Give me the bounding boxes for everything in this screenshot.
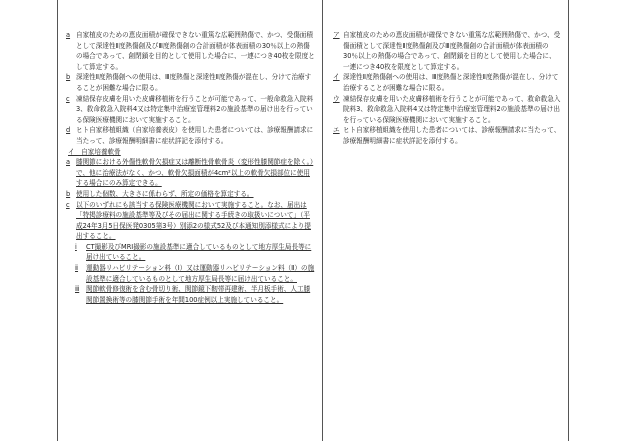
item-marker: b	[66, 73, 71, 82]
item-text: 関節軟骨修復術を含む骨切り術、関節鏡下靭帯再建術、半月板手術、人工膝関節置換術等の膝関節手術を年間100症例以上実施していること。	[86, 285, 311, 304]
item-c	[66, 94, 316, 126]
item-marker: b	[66, 189, 71, 198]
sub-item-c	[66, 200, 316, 242]
item-text: CT撮影及びMRI撮影の施設基準に適合しているものとして地方厚生局長等に届け出ていること。	[86, 242, 312, 262]
item-b	[66, 72, 316, 93]
item-marker: c	[66, 200, 70, 209]
item-marker: d	[66, 126, 71, 135]
current-column	[323, 0, 569, 441]
item-a	[333, 30, 562, 72]
sub-item-b	[66, 189, 316, 200]
item-b	[333, 72, 562, 93]
item-a	[66, 30, 316, 72]
item-d	[333, 125, 562, 146]
item-text: ヒト自家移植組織（自家培養表皮）を使用した患者については、診療報酬請求に当たって、診療報酬明細書に症状詳記を添付する。	[76, 126, 314, 145]
item-text: 使用した個数、大きさに係わらず、所定の価格を算定する。	[76, 189, 254, 198]
item-marker: a	[66, 158, 71, 167]
revised-column	[57, 0, 323, 441]
sub-item-ii	[66, 263, 316, 284]
item-text: 以下のいずれにも該当する保険医療機関において実施すること。なお、届出は「特掲診療料の施設基準等及びその届出に関する手続きの取扱いについて」（平成24年3月5日保医発0305第3号）別添2の様式52及び本通知別添様式により提出すること。	[76, 200, 311, 241]
item-text: 深達性Ⅱ度熱傷創への使用は、Ⅲ度熱傷と深達性Ⅱ度熱傷が混在し、分けて治療することが困難な場合に限る。	[76, 73, 312, 92]
item-marker: ア	[333, 31, 340, 39]
item-text: 凍結保存皮膚を用いた皮膚移植術を行うことが可能であって、一般命救急入院料3、救命救急入院料4又は特定集中治療室管理料2の施設基準の届け出を行っている保険医療機関において実施すること。	[76, 94, 314, 124]
item-c	[333, 94, 562, 126]
sub-item-a	[66, 157, 316, 189]
item-text: 深達性Ⅱ度熱傷創への使用は、Ⅲ度熱傷と深達性Ⅱ度熱傷が混在し、分けて治療することが困難な場合に限る。	[343, 73, 559, 92]
section-heading: イ 自家培養軟骨	[68, 147, 121, 156]
item-marker: ウ	[333, 94, 340, 103]
item-marker: エ	[333, 126, 340, 135]
item-marker: c	[66, 94, 70, 103]
item-marker: ⅱ	[75, 264, 79, 273]
item-d	[66, 125, 316, 146]
item-text: 運動器リハビリテーション料（Ⅰ）又は運動器リハビリテーション料（Ⅱ）の施設基準に適合しているものとして地方厚生局長等に届け出ていること。	[86, 264, 315, 283]
item-text: ヒト自家移植組織を使用した患者については、診療報酬請求に当たって、診療報酬明細書に症状詳記を添付する。	[343, 126, 561, 145]
sub-item-i	[66, 242, 316, 263]
item-text: 凍結保存皮膚を用いた皮膚移植術を行うことが可能であって、救命救急入院料3、救命救急入院料4又は特定集中治療室管理料2の施設基準の届け出を行っている保険医療機関において実施すること。	[343, 94, 561, 124]
item-text: 自家植皮のための恵皮面積が確保できない重篤な広範囲熱傷で、かつ、受傷面積として深達性Ⅱ度熱傷創及びⅢ度熱傷創の合計面積が体表面積の30％以上の熱傷の場合であって、創閉鎖を目的として使用した場合に、一連につき40枚を限度として算定する。	[343, 31, 561, 71]
item-marker: イ	[333, 73, 340, 82]
item-marker: ⅲ	[75, 285, 80, 294]
item-marker: a	[66, 31, 71, 39]
item-marker: ⅰ	[75, 242, 77, 251]
item-text: 自家植皮のための恵皮面積が確保できない重篤な広範囲熱傷で、かつ、受傷面積として深達性Ⅱ度熱傷創及びⅢ度熱傷創の合計面積が体表面積の30％以上の熱傷の場合であって、創閉鎖を目的として使用した場合に、一連につき40枚を限度として算定する。	[76, 31, 315, 71]
sub-item-iii	[66, 284, 316, 305]
item-text: 膝関節における外傷性軟骨欠損症又は離断性骨軟骨炎（変形性膝関節症を除く。）で、他に治療法がなく、かつ、軟骨欠損面積が4cm²以上の軟骨欠損部位に使用する場合にのみ算定できる。	[76, 158, 314, 188]
